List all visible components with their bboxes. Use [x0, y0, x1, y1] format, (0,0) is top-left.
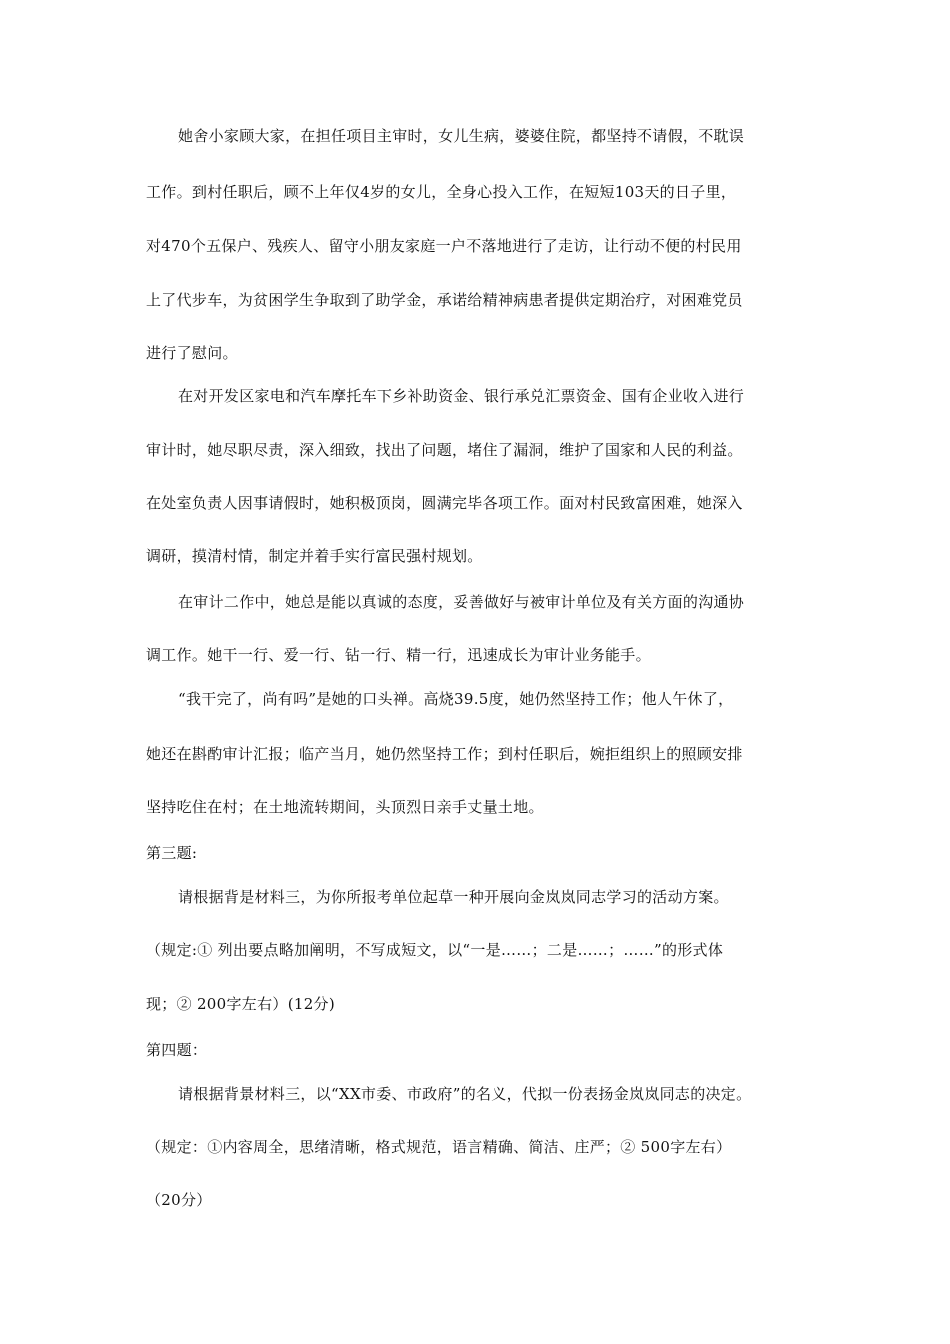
paragraph-line: 在审计二作中，她总是能以真诚的态度，妥善做好与被审计单位及有关方面的沟通协: [178, 593, 745, 611]
question-text: （20分）: [146, 1191, 212, 1209]
question-text: （规定:① 列出要点略加阐明，不写成短文，以“一是……；二是……；……”的形式体: [146, 941, 724, 959]
paragraph-line: 坚持吃住在村；在土地流转期间，头顶烈日亲手丈量土地。: [146, 798, 544, 816]
paragraph-line: 进行了慰问。: [146, 344, 238, 362]
paragraph-line: 她舍小家顾大家，在担任项目主审时，女儿生病，婆婆住院，都坚持不请假，不耽误: [178, 127, 745, 145]
question-text: 请根据背是材料三，为你所报考单位起草一种开展向金岚岚同志学习的活动方案。: [178, 888, 729, 906]
question-heading: 第四题：: [146, 1041, 208, 1059]
paragraph-line: 调工作。她干一行、爱一行、钻一行、精一行，迅速成长为审计业务能手。: [146, 646, 651, 664]
question-text: 现；② 200字左右）(12分): [146, 995, 335, 1013]
question-heading: 第三题:: [146, 844, 198, 862]
question-text: 请根据背景材料三，以“XX市委、市政府”的名义，代拟一份表扬金岚岚同志的决定。: [178, 1085, 752, 1103]
paragraph-line: 调研，摸清村情，制定并着手实行富民强村规划。: [146, 547, 483, 565]
paragraph-line: 在对开发区家电和汽车摩托车下乡补助资金、银行承兑汇票资金、国有企业收入进行: [178, 387, 745, 405]
paragraph-line: 对470个五保户、残疾人、留守小朋友家庭一户不落地进行了走访，让行动不便的村民用: [146, 237, 742, 255]
paragraph-line: 在处室负责人因事请假时，她积极顶岗，圆满完毕各项工作。面对村民致富困难，她深入: [146, 494, 743, 512]
paragraph-line: “我干完了，尚有吗”是她的口头禅。高烧39.5度，她仍然坚持工作；他人午休了，: [178, 690, 734, 708]
paragraph-line: 审计时，她尽职尽责，深入细致，找出了问题，堵住了漏洞，维护了国家和人民的利益。: [146, 441, 743, 459]
paragraph-line: 她还在斟酌审计汇报；临产当月，她仍然坚持工作；到村任职后，婉拒组织上的照顾安排: [146, 745, 743, 763]
question-text: （规定：①内容周全，思绪清晰，格式规范，语言精确、简洁、庄严；② 500字左右）: [146, 1138, 732, 1156]
paragraph-line: 上了代步车，为贫困学生争取到了助学金，承诺给精神病患者提供定期治疗，对困难党员: [146, 291, 743, 309]
paragraph-line: 工作。到村任职后，顾不上年仅4岁的女儿，全身心投入工作，在短短103天的日子里，: [146, 183, 737, 201]
